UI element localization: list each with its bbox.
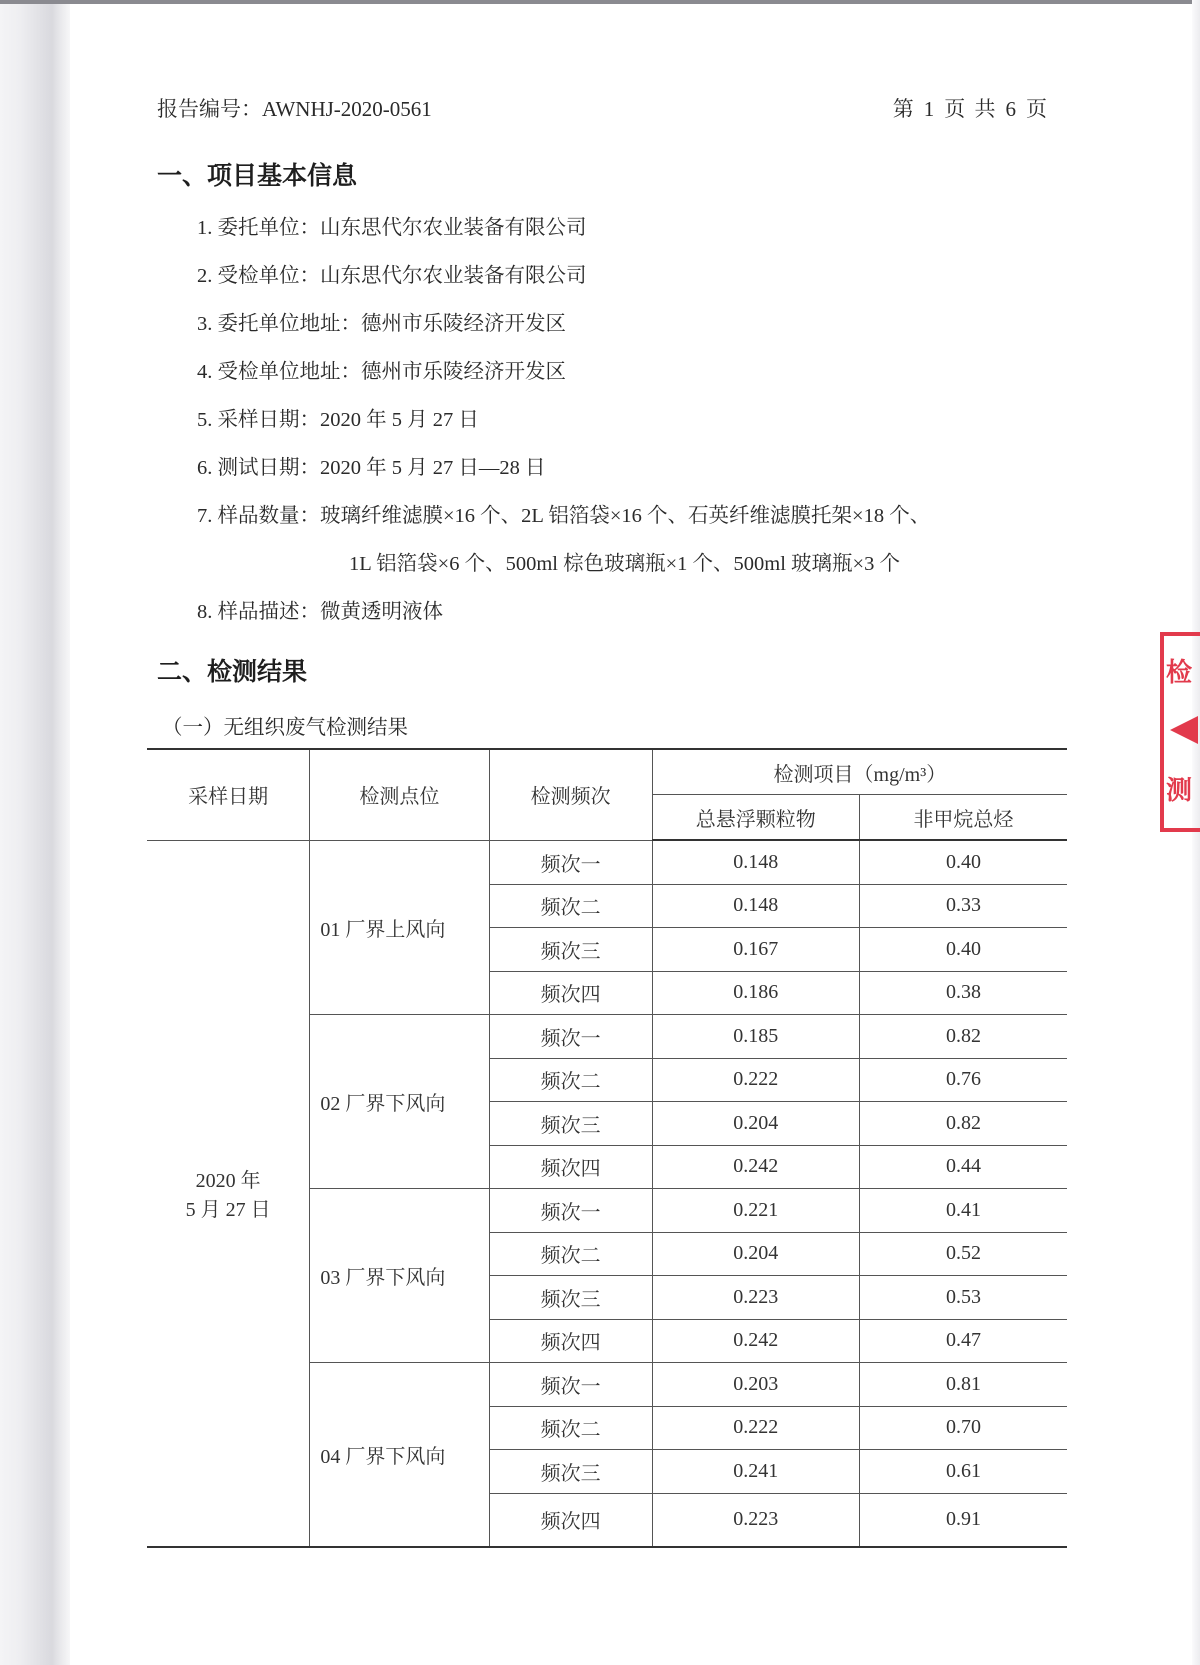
table-header-row xyxy=(147,749,1067,795)
cell-nmhc: 0.81 xyxy=(859,1363,1067,1407)
report-number: 报告编号：AWNHJ-2020-0561 xyxy=(157,97,432,121)
cell-freq: 频次四 xyxy=(489,1493,652,1547)
cell-nmhc: 0.40 xyxy=(859,840,1067,884)
cell-nmhc: 0.61 xyxy=(859,1450,1067,1494)
info-item-sample-quantity-cont: 1L 铝箔袋×6 个、500ml 棕色玻璃瓶×1 个、500ml 玻璃瓶×3 个 xyxy=(349,553,900,575)
cell-sampling-date: 2020 年 5 月 27 日 xyxy=(147,840,310,1547)
info-item-client-address: 3. 委托单位地址：德州市乐陵经济开发区 xyxy=(197,313,566,335)
info-item-sample-description: 8. 样品描述：微黄透明液体 xyxy=(197,601,443,623)
cell-nmhc: 0.41 xyxy=(859,1189,1067,1233)
cell-freq: 频次一 xyxy=(489,1363,652,1407)
header-frequency: 检测频次 xyxy=(489,749,652,840)
cell-tsp: 0.148 xyxy=(652,840,859,884)
cell-point: 03 厂界下风向 xyxy=(310,1189,489,1363)
cell-freq: 频次一 xyxy=(489,1015,652,1059)
page-total: 6 xyxy=(1005,97,1018,121)
section-title-basic-info: 一、项目基本信息 xyxy=(157,161,358,190)
cell-freq: 频次四 xyxy=(489,1145,652,1189)
info-item-sample-quantity: 7. 样品数量：玻璃纤维滤膜×16 个、2L 铝箔袋×16 个、石英纤维滤膜托架×18 个、 xyxy=(197,505,931,527)
info-item-inspected-unit: 2. 受检单位：山东思代尔农业装备有限公司 xyxy=(197,265,587,287)
section-title-results: 二、检测结果 xyxy=(157,657,308,686)
cell-tsp: 0.241 xyxy=(652,1450,859,1494)
cell-tsp: 0.204 xyxy=(652,1232,859,1276)
cell-nmhc: 0.38 xyxy=(859,971,1067,1015)
info-item-sampling-date: 5. 采样日期：2020 年 5 月 27 日 xyxy=(197,409,479,431)
basic-info-list xyxy=(197,212,930,644)
cell-tsp: 0.222 xyxy=(652,1406,859,1450)
cell-tsp: 0.204 xyxy=(652,1102,859,1146)
cell-freq: 频次三 xyxy=(489,1450,652,1494)
stamp-triangle-icon xyxy=(1170,716,1198,744)
fugitive-gas-results-table xyxy=(147,748,1067,1548)
cell-nmhc: 0.76 xyxy=(859,1058,1067,1102)
stamp-char-2: 测 xyxy=(1166,776,1193,806)
cell-nmhc: 0.44 xyxy=(859,1145,1067,1189)
cell-tsp: 0.242 xyxy=(652,1319,859,1363)
cell-freq: 频次二 xyxy=(489,1406,652,1450)
cell-freq: 频次一 xyxy=(489,1189,652,1233)
cell-point: 01 厂界上风向 xyxy=(310,840,489,1015)
cell-freq: 频次二 xyxy=(489,1058,652,1102)
cell-tsp: 0.203 xyxy=(652,1363,859,1407)
header-test-point: 检测点位 xyxy=(310,749,489,840)
header-nmhc: 非甲烷总烃 xyxy=(859,795,1067,841)
cell-freq: 频次三 xyxy=(489,928,652,972)
cell-tsp: 0.185 xyxy=(652,1015,859,1059)
cell-tsp: 0.223 xyxy=(652,1276,859,1320)
cell-nmhc: 0.47 xyxy=(859,1319,1067,1363)
scan-top-edge xyxy=(0,0,1200,4)
cell-tsp: 0.167 xyxy=(652,928,859,972)
cell-nmhc: 0.82 xyxy=(859,1102,1067,1146)
table-row xyxy=(147,840,1067,884)
header-tsp: 总悬浮颗粒物 xyxy=(652,795,859,841)
subsection-title-fugitive-gas: （一）无组织废气检测结果 xyxy=(162,715,408,739)
cell-freq: 频次三 xyxy=(489,1276,652,1320)
cell-freq: 频次四 xyxy=(489,1319,652,1363)
cell-freq: 频次一 xyxy=(489,840,652,884)
stamp-char-1: 检 xyxy=(1166,658,1193,688)
cell-nmhc: 0.53 xyxy=(859,1276,1067,1320)
scan-right-edge xyxy=(1192,0,1200,1665)
cell-freq: 频次四 xyxy=(489,971,652,1015)
cell-tsp: 0.223 xyxy=(652,1493,859,1547)
cell-nmhc: 0.40 xyxy=(859,928,1067,972)
cell-nmhc: 0.70 xyxy=(859,1406,1067,1450)
info-item-client: 1. 委托单位：山东思代尔农业装备有限公司 xyxy=(197,217,587,239)
page-indicator: 第 1 页 共 6 页 xyxy=(892,97,1049,121)
cell-point: 02 厂界下风向 xyxy=(310,1015,489,1189)
cell-tsp: 0.221 xyxy=(652,1189,859,1233)
cell-tsp: 0.186 xyxy=(652,971,859,1015)
cell-freq: 频次二 xyxy=(489,1232,652,1276)
header-test-items: 检测项目（mg/m³） xyxy=(652,749,1067,795)
header-sampling-date: 采样日期 xyxy=(147,749,310,840)
cell-nmhc: 0.33 xyxy=(859,884,1067,928)
cell-tsp: 0.242 xyxy=(652,1145,859,1189)
page-header xyxy=(157,93,1053,123)
cell-freq: 频次二 xyxy=(489,884,652,928)
info-item-test-date: 6. 测试日期：2020 年 5 月 27 日—28 日 xyxy=(197,457,546,479)
page-current: 1 xyxy=(923,97,937,121)
scan-binding-shadow xyxy=(0,0,70,1665)
cell-nmhc: 0.52 xyxy=(859,1232,1067,1276)
cell-nmhc: 0.82 xyxy=(859,1015,1067,1059)
cell-tsp: 0.222 xyxy=(652,1058,859,1102)
cell-tsp: 0.148 xyxy=(652,884,859,928)
cell-point: 04 厂界下风向 xyxy=(310,1363,489,1547)
cell-freq: 频次三 xyxy=(489,1102,652,1146)
info-item-inspected-address: 4. 受检单位地址：德州市乐陵经济开发区 xyxy=(197,361,566,383)
cell-nmhc: 0.91 xyxy=(859,1493,1067,1547)
